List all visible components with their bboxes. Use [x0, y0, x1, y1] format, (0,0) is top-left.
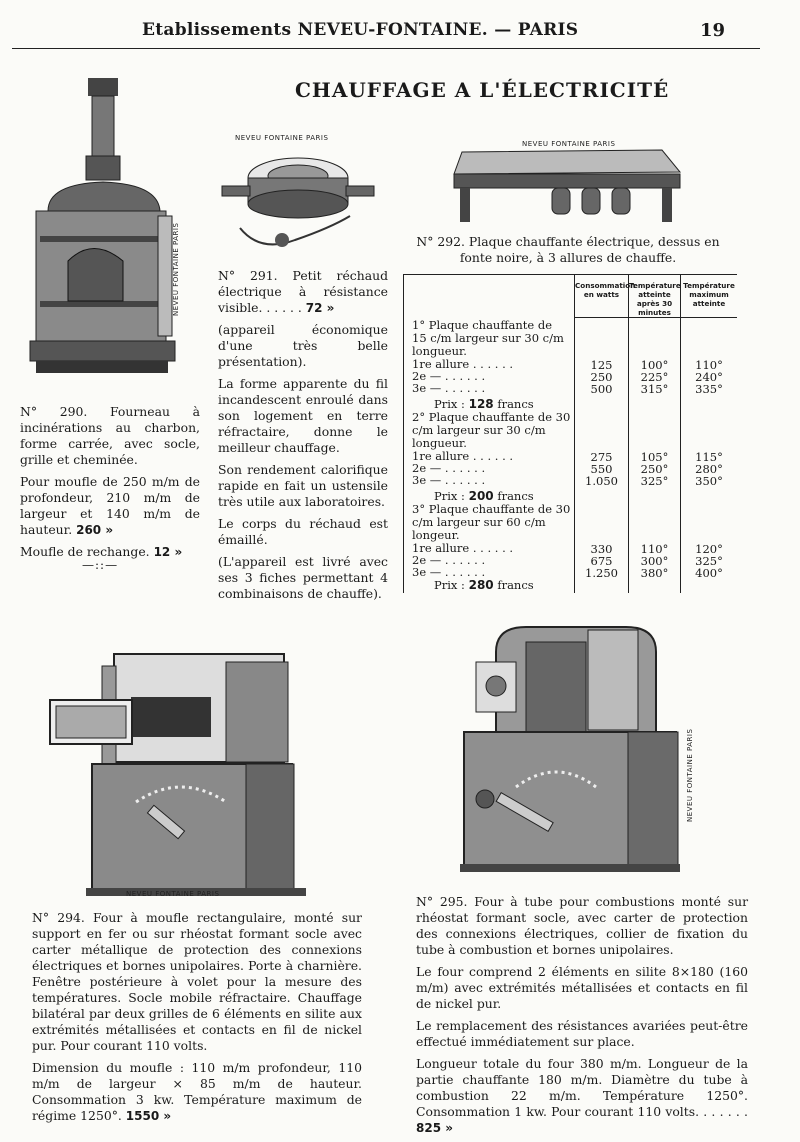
group-2-row-2-tmax: 280°: [695, 462, 723, 476]
group-1-row-1-watts: 125: [590, 358, 613, 372]
group-3-row-3-watts: 1.250: [585, 566, 618, 580]
brand-mark: NEVEU FONTAINE PARIS: [522, 140, 616, 148]
group-2-row-1-label: 1re allure . . . . . .: [412, 449, 514, 463]
plaque-292-illustration: [452, 140, 684, 226]
col-header-consommation: Consommation en watts: [575, 281, 636, 299]
group-3-price: [434, 579, 534, 592]
page-number: 19: [700, 20, 726, 41]
item-290-desc: N° 290. Fourneau à incinérations au charbon, forme carrée, avec socle, grille et cheminée.: [20, 404, 200, 467]
page-title: CHAUFFAGE A L'ÉLECTRICITÉ: [295, 78, 670, 102]
furnace-290-illustration: [28, 76, 198, 386]
group-3-row-2-t30: 300°: [640, 554, 669, 568]
group-3-row-1-t30: 110°: [640, 542, 669, 556]
item-294-text: [32, 910, 362, 1130]
section-separator: —::—: [82, 558, 119, 572]
group-1-row-2-t30: 225°: [640, 370, 669, 384]
group-2-row-2-t30: 250°: [640, 462, 669, 476]
group-2-price-value: 200: [468, 489, 494, 503]
running-header: Etablissements NEVEU-FONTAINE. — PARIS: [142, 20, 579, 40]
group-3-row-3-tmax: 400°: [695, 566, 723, 580]
col-header-temp-30min: Température atteinte après 30 minutes: [629, 281, 681, 317]
item-291-p6: (L'appareil est livré avec ses 3 fiches permettant 4 combinaisons de chauffe).: [218, 554, 388, 601]
group-1-row-1-t30: 100°: [640, 358, 669, 372]
group-1-row-3-watts: 500: [590, 382, 613, 396]
item-294-dimensions-line: [32, 1060, 362, 1124]
four-tube-295-illustration: [456, 622, 696, 874]
group-3-row-3-t30: 380°: [640, 566, 669, 580]
group-1-price-label: Prix :: [434, 397, 465, 411]
col-header-temp-max: Température maximum atteinte: [683, 281, 735, 308]
item-290-rechange-text: Moufle de rechange.: [20, 544, 150, 559]
item-291-p4: Son rendement calorifique rapide en fait un ustensile très utile aux laboratoires.: [218, 462, 388, 509]
group-3-title: 3° Plaque chauffante de 30 c/m largeur sur 60 c/m longeur.: [412, 502, 571, 542]
item-295-text: [416, 894, 748, 1142]
header-rule: [12, 48, 760, 49]
group-1-row-2-label: 2e — . . . . . .: [412, 369, 486, 383]
group-2-title: 2° Plaque chauffante de 30 c/m largeur sur 30 c/m longueur.: [412, 410, 571, 450]
item-295-desc: N° 295. Four à tube pour combustions monté sur rhéostat formant socle, avec carter de protection des connexions électriques, collier de fixation du tube à combustion et bornes unipolaires.: [416, 894, 748, 957]
four-moufle-294-illustration: [46, 652, 326, 898]
item-291-desc-line: [218, 268, 388, 316]
group-1-row-3-label: 3e — . . . . . .: [412, 381, 486, 395]
group-2-row-1-watts: 275: [590, 450, 613, 464]
group-3-row-1-label: 1re allure . . . . . .: [412, 541, 514, 555]
group-2-row-1-t30: 105°: [640, 450, 669, 464]
group-1-row-2-watts: 250: [590, 370, 613, 384]
group-1-row-1-label: 1re allure . . . . . .: [412, 357, 514, 371]
item-295-price: 825 »: [416, 1121, 453, 1135]
group-3-row-1-watts: 330: [590, 542, 613, 556]
brand-mark: NEVEU FONTAINE PARIS: [686, 728, 694, 822]
group-3-row-2-label: 2e — . . . . . .: [412, 553, 486, 567]
item-291-price: 72 »: [305, 301, 335, 315]
group-3-price-currency: francs: [497, 578, 534, 592]
group-2-row-3-watts: 1.050: [585, 474, 618, 488]
item-291-text: [218, 268, 388, 608]
item-294-price: 1550 »: [125, 1109, 172, 1123]
item-294-dimensions: Dimension du moufle : 110 m/m profondeur, 110 m/m de largeur × 85 m/m de hauteur. Consommation 3 kw. Température maximum de régime 1250°.: [32, 1060, 362, 1123]
group-2-row-2-watts: 550: [590, 462, 613, 476]
rechaud-291-illustration: [220, 128, 380, 258]
brand-mark: NEVEU FONTAINE PARIS: [126, 890, 220, 898]
item-291-p5: Le corps du réchaud est émaillé.: [218, 516, 388, 547]
item-291-p3: La forme apparente du fil incandescent enroulé dans son logement en terre réfractaire, donne le meilleur chauffage.: [218, 376, 388, 455]
group-1-title: 1° Plaque chauffante de 15 c/m largeur sur 30 c/m longueur.: [412, 318, 564, 358]
group-1-price-currency: francs: [497, 397, 534, 411]
group-3-price-label: Prix :: [434, 578, 465, 592]
group-1-row-3-tmax: 335°: [695, 382, 723, 396]
group-3-row-2-watts: 675: [590, 554, 613, 568]
brand-mark: NEVEU FONTAINE PARIS: [235, 134, 329, 142]
group-2-row-1-tmax: 115°: [695, 450, 723, 464]
item-292-desc: N° 292. Plaque chauffante électrique, dessus en fonte noire, à 3 allures de chauffe.: [416, 234, 720, 265]
group-1-row-3-t30: 315°: [640, 382, 669, 396]
group-2-row-3-label: 3e — . . . . . .: [412, 473, 486, 487]
group-1-row-1-tmax: 110°: [695, 358, 723, 372]
item-295-specs-line: [416, 1056, 748, 1136]
group-2-price-currency: francs: [497, 489, 534, 503]
group-3-row-1-tmax: 120°: [695, 542, 723, 556]
group-1-row-2-tmax: 240°: [695, 370, 723, 384]
group-3-row-2-tmax: 325°: [695, 554, 723, 568]
group-2-row-3-tmax: 350°: [695, 474, 723, 488]
header-divider: [574, 317, 737, 318]
group-2-price-label: Prix :: [434, 489, 465, 503]
item-295-specs: Longueur totale du four 380 m/m. Longueur de la partie chauffante 180 m/m. Diamètre du tube à combustion 22 m/m. Température 1250°. Consommation 1 kw. Pour courant 110 volts. . . . . . .: [416, 1056, 748, 1119]
group-3-row-3-label: 3e — . . . . . .: [412, 565, 486, 579]
item-290-rechange-price: 12 »: [153, 545, 183, 559]
item-290-price: 260 »: [76, 523, 114, 537]
group-2-row-2-label: 2e — . . . . . .: [412, 461, 486, 475]
item-291-desc: N° 291. Petit réchaud électrique à résistance visible. . . . . .: [218, 268, 388, 315]
item-290-mouffle-text: Pour moufle de 250 m/m de profondeur, 210 m/m de largeur et 140 m/m de hauteur.: [20, 474, 200, 537]
item-295-p3: Le remplacement des résistances avariées peut-être effectué immédiatement sur place.: [416, 1018, 748, 1049]
group-3-price-value: 280: [468, 578, 494, 592]
item-294-desc: N° 294. Four à moufle rectangulaire, monté sur support en fer ou sur rhéostat formant socle avec carter métallique de protection des connexions électriques et bornes unipolaires. Porte à charnière. Fenêtre postérieure à volet pour la mesure des températures. Socle mobile réfractaire. Chauffage bilatéral par deux grilles de 6 éléments en silite aux extrémités métallisées et contacts en fil de nickel pur. Pour courant 110 volts.: [32, 910, 362, 1053]
item-290-text: [20, 404, 200, 566]
item-291-p2: (appareil économique d'une très belle présentation).: [218, 322, 388, 369]
group-2-row-3-t30: 325°: [640, 474, 669, 488]
group-1-price-value: 128: [468, 397, 494, 411]
brand-mark: NEVEU FONTAINE PARIS: [172, 222, 180, 316]
item-292-table: [403, 274, 737, 593]
item-295-p2: Le four comprend 2 éléments en silite 8×180 (160 m/m) avec extrémités métallisées et contacts en fil de nickel pur.: [416, 964, 748, 1011]
item-290-mouffle-line: [20, 474, 200, 538]
